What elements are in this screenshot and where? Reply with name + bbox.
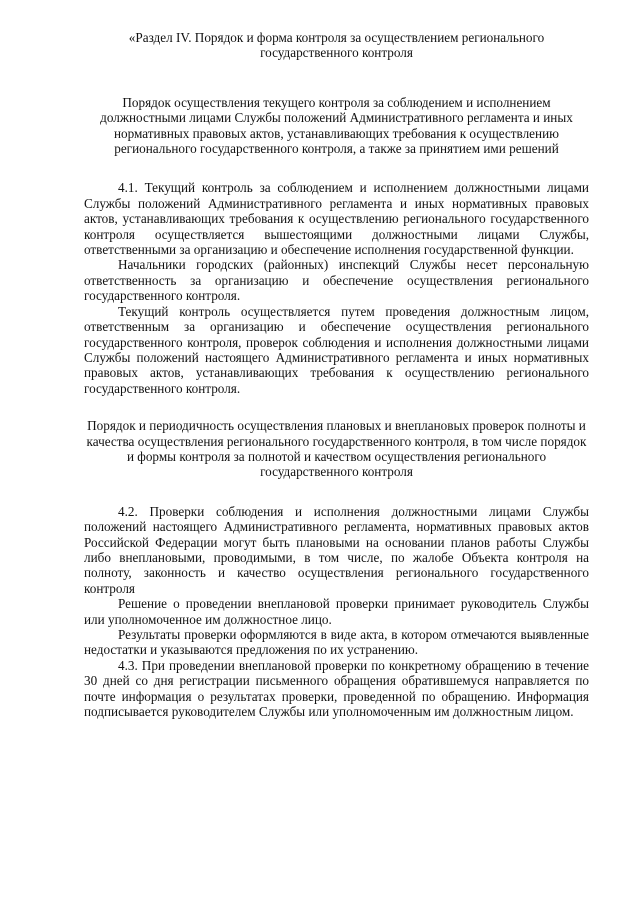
document-page <box>84 30 589 719</box>
paragraph-inspection-results: Результаты проверки оформляются в виде акта, в котором отмечаются выявленные недостатки и указываются предложения по их устранению. <box>84 627 589 658</box>
subsection-title-current-control: Порядок осуществления текущего контроля за соблюдением и исполнением должностными лицами Службы положений Административного регламента и иных нормативных правовых актов, устанавливающих требования к осуществлению регионального государственного контроля, а также за принятием ими решений <box>100 94 573 157</box>
section-title: «Раздел IV. Порядок и форма контроля за осуществлением регионального государственного контроля <box>128 30 545 61</box>
paragraph-unscheduled-decision: Решение о проведении внеплановой проверки принимает руководитель Службы или уполномоченное им должностное лицо. <box>84 596 589 627</box>
paragraph-4-3: 4.3. При проведении внеплановой проверки по конкретному обращению в течение 30 дней со дня регистрации письменного обращения обратившемуся направляется по почте информация о результатах проверки, проведенной по обращению. Информация подписывается руководителем Службы или уполномоченным им должностным лицом. <box>84 657 589 720</box>
paragraph-current-control-method: Текущий контроль осуществляется путем проведения должностным лицом, ответственным за организацию и обеспечение осуществления регионального государственного контроля, проверок соблюдения и исполнения должностными лицами Службы положений настоящего Административного регламента и иных нормативных правовых актов, устанавливающих требования к осуществлению регионального государственного контроля. <box>84 303 589 396</box>
paragraph-4-2: 4.2. Проверки соблюдения и исполнения должностными лицами Службы положений настоящего Административного регламента, нормативных правовых актов Российской Федерации могут быть плановыми на основании планов работы Службы либо внеплановыми, проводимыми, в том числе, по жалобе Объекта контроля на полноту, законность и качество осуществления регионального государственного контроля <box>84 503 589 596</box>
paragraph-inspection-heads: Начальники городских (районных) инспекций Службы несет персональную ответственность за организацию и обеспечение осуществления регионального государственного контроля. <box>84 257 589 304</box>
current-control-block <box>84 180 589 396</box>
paragraph-4-1: 4.1. Текущий контроль за соблюдением и исполнением должностными лицами Службы положений Административного регламента и иных нормативных правовых актов, устанавливающих требования к осуществлению регионального государственного контроля осуществляется вышестоящими должностными лицами Службы, ответственными за организацию и обеспечение исполнения государственной функции. <box>84 180 589 258</box>
subsection-title-inspections: Порядок и периодичность осуществления плановых и внеплановых проверок полноты и качества осуществления регионального государственного контроля, в том числе порядок и формы контроля за полнотой и качеством осуществления регионального государственного контроля <box>86 418 587 480</box>
inspections-block <box>84 504 589 720</box>
